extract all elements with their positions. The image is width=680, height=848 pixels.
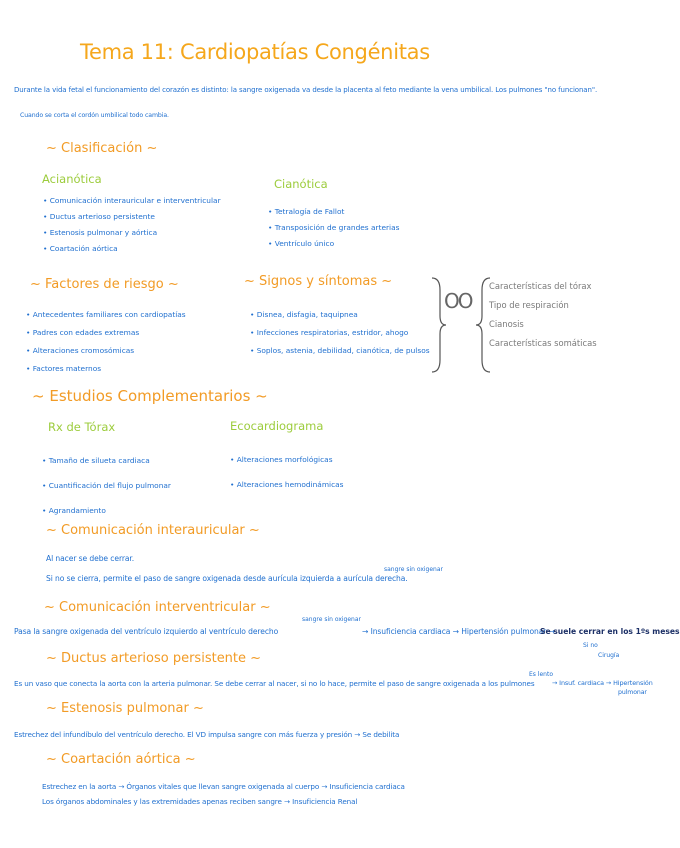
civ-heading: ~ Comunicación interventricular ~ (44, 600, 271, 615)
factores-list (26, 306, 186, 378)
ductus-text-c: pulmonar (618, 689, 647, 696)
estudios-heading: ~ Estudios Complementarios ~ (32, 387, 268, 405)
list-item: • Coartación aórtica (43, 241, 221, 257)
signos-heading: ~ Signos y síntomas ~ (244, 274, 393, 289)
factores-heading: ~ Factores de riesgo ~ (30, 277, 179, 292)
coartacion-heading: ~ Coartación aórtica ~ (46, 752, 196, 767)
eyes-icon: OO (444, 289, 472, 313)
list-item: • Transposición de grandes arterias (268, 220, 400, 236)
list-item: • Agrandamiento (42, 498, 171, 523)
rx-label: Rx de Tórax (48, 420, 116, 434)
intro-line-1: Durante la vida fetal el funcionamiento del corazón es distinto: la sangre oxigenada va desde la placenta al feto mediante la vena umbilical. Los pulmones "no funcionan". (14, 86, 598, 94)
list-item: • Tetralogía de Fallot (268, 204, 400, 220)
list-item: • Alteraciones hemodinámicas (230, 472, 344, 497)
cia-heading: ~ Comunicación interauricular ~ (46, 523, 260, 538)
civ-text-b: → Insuficiencia cardiaca → Hipertensión pulmonar → (362, 627, 555, 636)
signos-list (250, 306, 430, 360)
cianotica-label: Cianótica (274, 177, 328, 191)
list-item: Tipo de respiración (489, 300, 569, 310)
list-item: • Ventrículo único (268, 236, 400, 252)
coartacion-line-2: Los órganos abdominales y las extremidades apenas reciben sangre → Insuficiencia Renal (42, 797, 358, 806)
civ-note-a: sangre sin oxigenar (302, 616, 362, 623)
acianotica-label: Acianótica (42, 172, 102, 186)
ductus-text-b: → Insuf. cardiaca → Hipertensión (552, 679, 653, 687)
list-item: • Disnea, disfagia, taquipnea (250, 306, 430, 324)
ductus-heading: ~ Ductus arterioso persistente ~ (46, 651, 262, 666)
rx-list (42, 448, 171, 523)
list-item: • Alteraciones cromosómicas (26, 342, 186, 360)
list-item: Cianosis (489, 319, 524, 329)
page-title: Tema 11: Cardiopatías Congénitas (80, 40, 430, 64)
ductus-text-a: Es un vaso que conecta la aorta con la arteria pulmonar. Se debe cerrar al nacer, si no lo hace, permite el paso de sangre oxigenada a los pulmones (14, 679, 535, 688)
list-item: • Padres con edades extremas (26, 324, 186, 342)
list-item: • Cuantificación del flujo pulmonar (42, 473, 171, 498)
list-item: • Alteraciones morfológicas (230, 447, 344, 472)
cia-note: sangre sin oxigenar (384, 566, 444, 573)
estenosis-text: Estrechez del infundíbulo del ventrículo derecho. El VD impulsa sangre con más fuerza y presión → Se debilita (14, 730, 400, 739)
list-item: • Tamaño de silueta cardiaca (42, 448, 171, 473)
cia-line-2: Si no se cierra, permite el paso de sangre oxigenada desde aurícula izquierda a aurícula derecha. (46, 574, 408, 583)
list-item: Características del tórax (489, 281, 592, 291)
list-item: • Antecedentes familiares con cardiopatías (26, 306, 186, 324)
eco-list (230, 447, 344, 497)
list-item: • Infecciones respiratorias, estridor, ahogo (250, 324, 430, 342)
coartacion-line-1: Estrechez en la aorta → Órganos vitales que llevan sangre oxigenada al cuerpo → Insuficiencia cardiaca (42, 782, 405, 791)
civ-text-a: Pasa la sangre oxigenada del ventrículo izquierdo al ventrículo derecho (14, 627, 279, 636)
list-item: • Soplos, astenia, debilidad, cianótica, de pulsos (250, 342, 430, 360)
acianotica-list (43, 193, 221, 257)
intro-line-2: Cuando se corta el cordón umbilical todo cambia. (20, 112, 169, 119)
checklist (489, 281, 597, 357)
civ-note-b: Si no (583, 642, 598, 649)
list-item: • Estenosis pulmonar y aórtica (43, 225, 221, 241)
list-item: • Factores maternos (26, 360, 186, 378)
clasificacion-heading: ~ Clasificación ~ (46, 141, 158, 156)
list-item: • Comunicación interauricular e interventricular (43, 193, 221, 209)
cianotica-list (268, 204, 400, 252)
list-item: Características somáticas (489, 338, 597, 348)
eco-label: Ecocardiograma (230, 419, 324, 433)
civ-note-c: Cirugía (598, 652, 620, 659)
civ-text-c: Se suele cerrar en los 1ºs meses (540, 627, 680, 636)
cia-line-1: Al nacer se debe cerrar. (46, 554, 135, 563)
ductus-note-a: Es lento (529, 671, 554, 678)
estenosis-heading: ~ Estenosis pulmonar ~ (46, 701, 204, 716)
list-item: • Ductus arterioso persistente (43, 209, 221, 225)
